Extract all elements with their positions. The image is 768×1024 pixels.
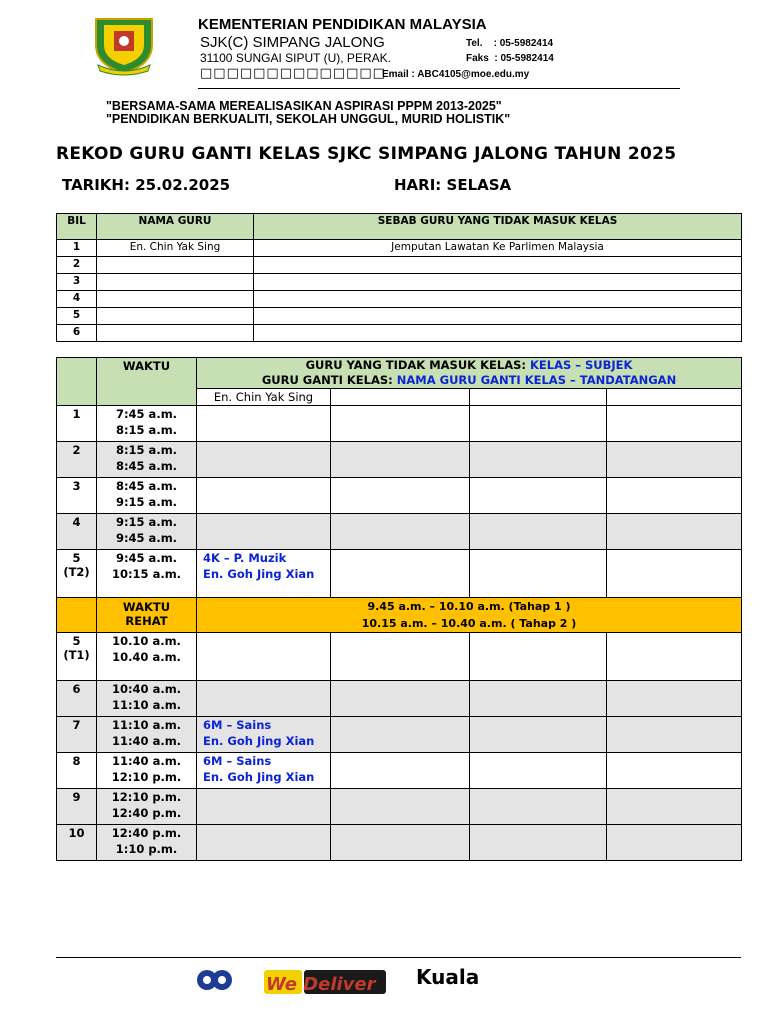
table-row <box>57 406 742 442</box>
break-time-2: 10.15 a.m. – 10.40 a.m. ( Tahap 2 ) <box>361 617 577 630</box>
relief-slot[interactable] <box>607 633 742 681</box>
period-number-text: 7 <box>72 718 81 732</box>
period-number <box>57 825 97 861</box>
relief-slot[interactable] <box>331 789 470 825</box>
day-label: HARI: SELASA <box>394 176 512 194</box>
period-time <box>97 406 197 442</box>
header-guru-info <box>197 358 742 389</box>
period-number <box>57 478 97 514</box>
relief-slot[interactable] <box>331 550 470 598</box>
time-end: 10:15 a.m. <box>111 567 182 581</box>
table-row <box>57 717 742 753</box>
period-note: (T2) <box>63 565 90 579</box>
period-time <box>97 825 197 861</box>
relief-slot[interactable] <box>331 514 470 550</box>
header-nama-guru: NAMA GURU <box>97 214 254 240</box>
relief-slot[interactable] <box>331 406 470 442</box>
emblem-logo <box>196 963 232 997</box>
relief-slot[interactable] <box>197 717 331 753</box>
time-end: 9:45 a.m. <box>115 531 178 545</box>
relief-slot[interactable] <box>331 681 470 717</box>
absent-cell-bil: 4 <box>57 291 97 308</box>
period-time <box>97 514 197 550</box>
absent-cell-sebab[interactable] <box>254 257 742 274</box>
school-crest-logo <box>92 15 156 77</box>
absent-cell-nama[interactable] <box>97 274 254 291</box>
table-row <box>57 550 742 598</box>
relief-schedule-table <box>56 357 742 861</box>
motto-line-2: "PENDIDIKAN BERKUALITI, SEKOLAH UNGGUL, MURID HOLISTIK" <box>106 112 511 126</box>
table-row <box>57 478 742 514</box>
time-end: 11:10 a.m. <box>111 698 182 712</box>
absent-cell-bil: 3 <box>57 274 97 291</box>
relief-slot[interactable] <box>197 633 331 681</box>
period-number-text: 6 <box>72 682 81 696</box>
slot-class-subject: 6M – Sains <box>203 718 272 732</box>
relief-slot[interactable] <box>197 753 331 789</box>
relief-slot[interactable] <box>470 789 607 825</box>
period-number-text: 8 <box>72 754 81 768</box>
period-time <box>97 717 197 753</box>
relief-slot[interactable] <box>331 478 470 514</box>
relief-slot[interactable] <box>331 717 470 753</box>
period-note: (T1) <box>63 648 90 662</box>
table-row <box>57 240 742 257</box>
telephone: Tel. : 05-5982414 <box>466 38 554 49</box>
period-number-text: 5 <box>72 551 81 565</box>
email: Email : ABC4105@moe.edu.my <box>382 69 530 80</box>
fax: Faks : 05-5982414 <box>466 53 554 64</box>
period-number <box>57 681 97 717</box>
relief-slot[interactable] <box>197 406 331 442</box>
time-end: 8:15 a.m. <box>115 423 178 437</box>
slot-class-subject: 4K – P. Muzik <box>203 551 287 565</box>
break-label-2: REHAT <box>125 614 168 628</box>
absent-cell-sebab[interactable] <box>254 291 742 308</box>
period-number-text: 2 <box>72 443 81 457</box>
time-start: 8:15 a.m. <box>115 443 178 457</box>
relief-slot[interactable] <box>470 478 607 514</box>
period-time <box>97 633 197 681</box>
relief-slot[interactable] <box>470 514 607 550</box>
relief-slot[interactable] <box>470 633 607 681</box>
relief-slot[interactable] <box>607 478 742 514</box>
time-start: 9:15 a.m. <box>115 515 178 529</box>
school-name: SJK(C) SIMPANG JALONG <box>200 34 385 51</box>
absent-cell-bil: 2 <box>57 257 97 274</box>
table-row <box>57 753 742 789</box>
period-number <box>57 717 97 753</box>
time-end: 8:45 a.m. <box>115 459 178 473</box>
header-sebab: SEBAB GURU YANG TIDAK MASUK KELAS <box>254 214 742 240</box>
period-number-text: 10 <box>68 826 85 840</box>
relief-slot[interactable] <box>197 442 331 478</box>
header-waktu: WAKTU <box>97 358 197 406</box>
footer-kuala-text: Kuala <box>416 965 480 989</box>
relief-slot[interactable] <box>470 681 607 717</box>
relief-slot[interactable] <box>470 717 607 753</box>
break-label <box>97 598 197 633</box>
slot-relief-teacher: En. Goh Jing Xian <box>203 770 315 784</box>
absent-cell-nama[interactable] <box>97 257 254 274</box>
relief-slot[interactable] <box>470 550 607 598</box>
empty-column-header <box>331 389 470 406</box>
time-start: 12:10 p.m. <box>111 790 182 804</box>
period-number <box>57 633 97 681</box>
table-row <box>57 514 742 550</box>
relief-slot[interactable] <box>197 478 331 514</box>
time-start: 12:40 p.m. <box>111 826 182 840</box>
period-number <box>57 514 97 550</box>
time-end: 11:40 a.m. <box>111 734 182 748</box>
we-deliver-logo <box>264 962 386 996</box>
absent-cell-nama[interactable] <box>97 325 254 342</box>
period-number <box>57 753 97 789</box>
period-number-text: 1 <box>72 407 81 421</box>
period-time <box>97 789 197 825</box>
school-address: 31100 SUNGAI SIPUT (U), PERAK. <box>200 51 391 65</box>
table-row <box>57 291 742 308</box>
time-end: 1:10 p.m. <box>115 842 178 856</box>
motto-line-1: "BERSAMA-SAMA MEREALISASIKAN ASPIRASI PPPM 2013-2025" <box>106 99 502 113</box>
absent-cell-sebab[interactable] <box>254 274 742 291</box>
absent-cell-nama[interactable]: En. Chin Yak Sing <box>97 240 254 257</box>
header-bil: BIL <box>57 214 97 240</box>
relief-slot[interactable] <box>470 442 607 478</box>
break-label-1: WAKTU <box>122 600 171 614</box>
period-number <box>57 442 97 478</box>
relief-slot[interactable] <box>197 789 331 825</box>
relief-slot[interactable] <box>607 825 742 861</box>
absent-cell-nama[interactable] <box>97 291 254 308</box>
absent-teacher-table <box>56 213 742 342</box>
relief-slot[interactable] <box>331 442 470 478</box>
time-start: 8:45 a.m. <box>115 479 178 493</box>
table-row <box>57 442 742 478</box>
date-label: TARIKH: 25.02.2025 <box>62 176 231 194</box>
absent-cell-nama[interactable] <box>97 308 254 325</box>
period-time <box>97 753 197 789</box>
empty-column-header <box>607 389 742 406</box>
table-row <box>57 257 742 274</box>
relief-slot[interactable] <box>331 633 470 681</box>
table-row <box>57 308 742 325</box>
period-number-text: 5 <box>72 634 81 648</box>
absent-cell-sebab[interactable] <box>254 325 742 342</box>
time-start: 11:10 a.m. <box>111 718 182 732</box>
relief-slot[interactable] <box>607 550 742 598</box>
footer-divider <box>56 957 741 958</box>
relief-slot[interactable] <box>197 514 331 550</box>
time-start: 10:40 a.m. <box>111 682 182 696</box>
table-row <box>57 633 742 681</box>
relief-slot[interactable] <box>331 753 470 789</box>
period-time <box>97 442 197 478</box>
header-line2-blue: NAMA GURU GANTI KELAS – TANDATANGAN <box>396 373 677 387</box>
relief-slot[interactable] <box>607 717 742 753</box>
time-start: 10.10 a.m. <box>112 634 181 648</box>
slot-relief-teacher: En. Goh Jing Xian <box>203 567 315 581</box>
period-number-text: 9 <box>72 790 81 804</box>
period-time <box>97 550 197 598</box>
period-time <box>97 478 197 514</box>
teacher-column-header: En. Chin Yak Sing <box>197 389 331 406</box>
page-title: REKOD GURU GANTI KELAS SJKC SIMPANG JALONG TAHUN 2025 <box>56 144 677 164</box>
header-line1-blue: KELAS – SUBJEK <box>529 358 633 372</box>
absent-cell-sebab[interactable]: Jemputan Lawatan Ke Parlimen Malaysia <box>254 240 742 257</box>
relief-slot[interactable] <box>197 550 331 598</box>
relief-slot[interactable] <box>470 406 607 442</box>
relief-slot[interactable] <box>607 406 742 442</box>
table-row <box>57 274 742 291</box>
slot-relief-teacher: En. Goh Jing Xian <box>203 734 315 748</box>
time-end: 10.40 a.m. <box>112 650 181 664</box>
absent-cell-sebab[interactable] <box>254 308 742 325</box>
absent-cell-bil: 6 <box>57 325 97 342</box>
header-divider <box>198 88 680 89</box>
relief-slot[interactable] <box>607 753 742 789</box>
header-line1-prefix: GURU YANG TIDAK MASUK KELAS: <box>305 358 530 372</box>
table-row <box>57 825 742 861</box>
period-number <box>57 406 97 442</box>
break-time-1: 9.45 a.m. – 10.10 a.m. (Tahap 1 ) <box>367 600 571 613</box>
relief-slot[interactable] <box>197 681 331 717</box>
period-number-text: 3 <box>72 479 81 493</box>
relief-slot[interactable] <box>470 825 607 861</box>
relief-slot[interactable] <box>331 825 470 861</box>
absent-cell-bil: 5 <box>57 308 97 325</box>
time-end: 12:40 p.m. <box>111 806 182 820</box>
time-start: 9:45 a.m. <box>115 551 178 565</box>
empty-column-header <box>470 389 607 406</box>
time-end: 12:10 p.m. <box>111 770 182 784</box>
relief-slot[interactable] <box>197 825 331 861</box>
relief-slot[interactable] <box>470 753 607 789</box>
relief-slot[interactable] <box>607 789 742 825</box>
relief-slot[interactable] <box>607 442 742 478</box>
school-chinese-name: □□□□□□□□□□□□□□ <box>200 66 386 81</box>
relief-slot[interactable] <box>607 681 742 717</box>
relief-slot[interactable] <box>607 514 742 550</box>
period-number-text: 4 <box>72 515 81 529</box>
table-row <box>57 789 742 825</box>
period-time <box>97 681 197 717</box>
table-row <box>57 681 742 717</box>
header-blank <box>57 358 97 406</box>
header-line2-prefix: GURU GANTI KELAS: <box>261 373 397 387</box>
time-end: 9:15 a.m. <box>115 495 178 509</box>
period-number <box>57 789 97 825</box>
absent-cell-bil: 1 <box>57 240 97 257</box>
slot-class-subject: 6M – Sains <box>203 754 272 768</box>
ministry-name: KEMENTERIAN PENDIDIKAN MALAYSIA <box>198 16 487 33</box>
period-number <box>57 550 97 598</box>
table-row <box>57 325 742 342</box>
break-times <box>197 598 742 633</box>
break-blank <box>57 598 97 633</box>
time-start: 7:45 a.m. <box>115 407 178 421</box>
we-deliver-text: We Deliver <box>266 974 376 995</box>
time-start: 11:40 a.m. <box>111 754 182 768</box>
